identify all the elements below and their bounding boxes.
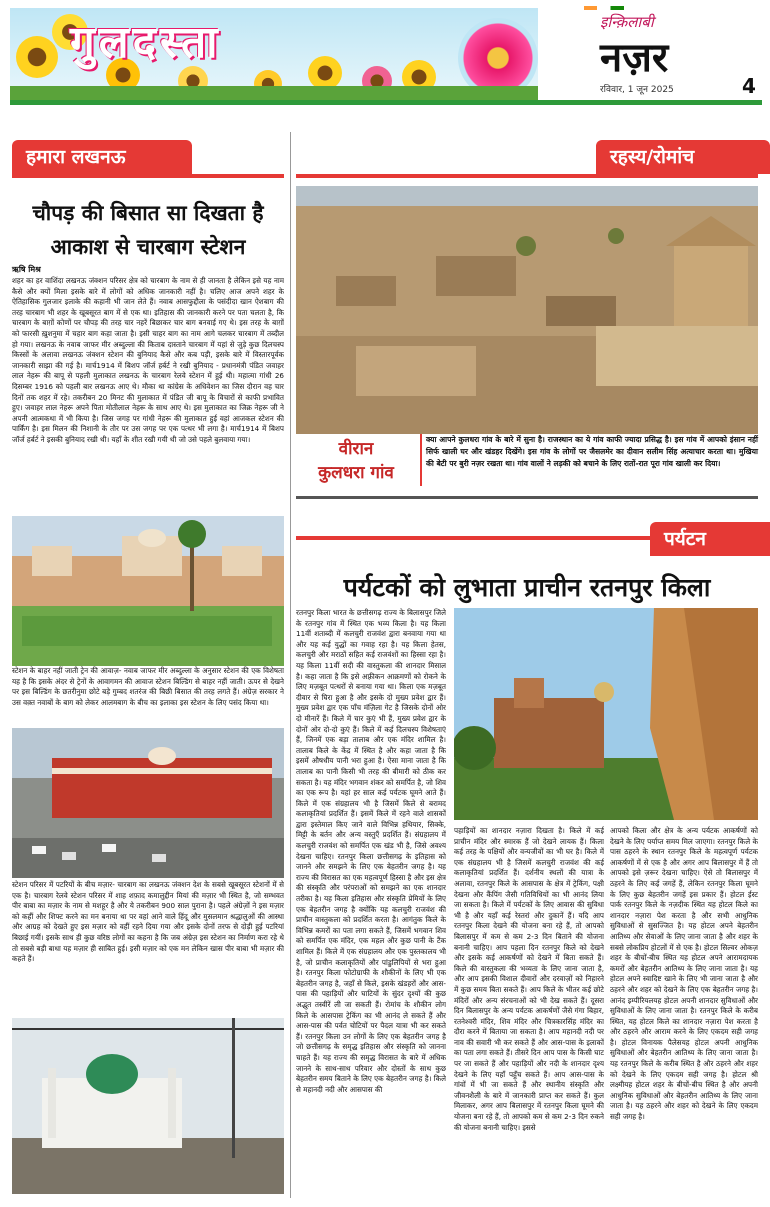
kuldhara-label-line1: वीरान xyxy=(338,439,374,459)
charbagh-photo-caption: स्टेशन के बाहर नहीं जाती ट्रेन की आवाज़- नवाब जाफर मीर अब्दुल्ला के अनुसार स्टेशन की एक विशेषता यह है कि इसके अंदर से ट्रेनों के आवागमन की आवाज स्टेशन बिल्डिंग से बाहर नहीं जाती। ऊपर से देखने पर इस बिल्डिंग के छतरीनुमा छोटे बड़े गुम्बद शतरंज की बिछी बिसात की तरह लगते हैं। अंग्रेज़ सरकार ने उस वक़्त नवाबों के बाग को लेकर आलमबाग के बीच का इलाका इस स्टेशन के लिए पसंद किया था। xyxy=(12,666,284,707)
station-aerial-photo xyxy=(12,728,284,878)
tricolor-mark xyxy=(584,6,624,10)
section-banner xyxy=(10,8,538,100)
mazaar-on-tracks-photo xyxy=(12,1018,284,1194)
section-rule xyxy=(296,174,758,178)
lucknow-article-body: शहर का हर वाशिंदा लखनऊ जंक्शन परिसर क्षेत्र को चारबाग के नाम से ही जानता है लेकिन इसे यह नाम कैसे और क्यों मिला इसके बारे में लोगों को अधिक जानकारी नहीं है। चलिए आज अपने शहर के ऐतिहासिक गुलजार इलाके की कहानी भी जान लेते हैं। नवाब आसफुद्दौला के पसंदीदा खान ऐशबाग की तरह चारबाग भी शहर के खूबसूरत बाग में से एक था। इतिहास की जानकारी करने पर पता चलता है, कि चारबाग के बाग़ों कोणों पर चौपड़ की तरह चार नहरें बिछाकर चार बाग बनवाई गए थे। इस तरह के बाग़ों को फारसी ख़ुशनुमा में चहार बाग कहा जाता है। इसी चाहर बाग का नाम आगे चलकर चारबाग में तब्दील हो गया। लखनऊ के नवाब जाफर मीर अब्दुल्ला की किताब दास्ताने चारबाग में यहां से जुड़े कुछ दिलचस्प किस्सों के अलावा लखनऊ जंक्शन स्टेशन की बुनियाद कैसे और कब पड़ी, इसके बारे में विस्तारपूर्वक जानकारी साझा की गई है। मार्च1914 में बिशप जॉर्ज हर्बर्ट ने रखी बुनियाद - प्रधानमंत्री पंडित जवाहर लाल नेहरू की बापू से पहली मुलाकात लखनऊ के चारबाग रेलवे स्टेशन में हुई थी। महात्मा गांधी 26 दिसम्बर 1916 को पहली बार लखनऊ आए थे। मौका था कांग्रेस के अधिवेशन का जिस दौरान वह चार दिनों तक शहर में रहे। तकरीबन 20 मिनट की मुलाकात में पंडित जी बापू के विचारों से काफी प्रभावित हुए। जवाहर लाल नेहरू अपने पिता मोतीलाल नेहरू के साथ आए थे। इस मुलाकात का जिक्र नेहरू जी ने अपनी आत्मकथा में भी किया है। जिस जगह पर गांधी नेहरू की मुलाकात हुई वहां आजकल स्टेशन की पार्किंग है। इस मिलन की निशानी के तौर पर उस जगह पर एक पत्थर भी लगा है। मार्च1914 में बिशप जॉर्ज हर्बर्ट ने इसकी बुनियाद रखी थी। यहाँ के शीत रखी गयी थी जो उसे पहले बुलवाया गया। xyxy=(12,276,284,444)
section-rule xyxy=(12,174,284,178)
lucknow-headline: चौपड़ की बिसात सा दिखता है आकाश से चारबाग स्टेशन xyxy=(32,201,264,259)
masthead-rule xyxy=(10,100,762,105)
section-separator xyxy=(296,496,758,499)
paper-kicker: इन्क़िलाबी xyxy=(600,13,654,31)
ratanpur-body-col2: पहाड़ियों का शानदार नज़ारा दिखता है। किले में कई प्राचीन मंदिर और स्मारक हैं जो देखने लायक हैं। किला कई तरह के पक्षियों और वन्यजीवों का भी घर है। किले में एक संग्रहालय भी है जिसमें कलचुरी राजवंश की कई कलाकृतियां प्रदर्शित हैं। दर्शनीय स्थलों की यात्रा के अलावा, रतनपुर किले के आसपास के क्षेत्र में ट्रेकिंग, पक्षी देखना और कैंपिंग जैसी गतिविधियों का भी आनंद लिया जा सकता है। किले में पर्यटकों के लिए आवास की सुविधा भी है और यहाँ कई रेस्तरां और दुकानें हैं। यदि आप रतनपुर किला देखने की योजना बना रहे हैं, तो आपको बिलासपुर में कम से कम 2-3 दिन बिताने की योजना बनानी चाहिए। आप पहला दिन रतनपुर किले को देखने और इसके कई आकर्षणों को देखने में बिता सकते हैं। किले की वास्तुकला की भव्यता के लिए जाना जाता है, और आप इसकी विशाल दीवारों और दरवाज़ों को निहारने में कुछ समय बिता सकते हैं। आप किले के भीतर कई छोटे मंदिरों और अन्य संरचनाओं को भी देख सकते हैं। दूसरा दिन बिलासपुर के अन्य पर्यटक आकर्षणों जैसे गंगा बिहार, रतनेश्वरी मंदिर, शिव मंदिर और चित्रकारसिंह मंदिर का दौरा करने में बिताया जा सकता है। आप महानदी नदी पर नाव की सवारी भी कर सकते हैं और आस-पास के इलाकों का पता लगा सकते हैं। तीसरे दिन आप पास के किसी घाट पर जा सकते हैं और पहाड़ियों और नदी के शानदार दृश्य देखने के लिए यहाँ पहुँच सकते हैं। आप आस-पास के गांवों में भी जा सकते हैं और स्थानीय संस्कृति और जीवनशैली के बारे में जानकारी प्राप्त कर सकते हैं। कुल मिलाकर, अगर आप बिलासपुर में रतनपुर किला घूमने की योजना बना रहे हैं, तो आपको कम से कम 2-3 दिन रुकने की योजना बनानी चाहिए। इससे xyxy=(454,826,604,1132)
section-tag-mystery: रहस्य/रोमांच xyxy=(596,140,770,174)
kuldhara-text: क्या आपने कुलधरा गांव के बारे में सुना है। राजस्थान का ये गांव काफी ज्यादा प्रसिद्ध है। इस गांव में आपको इंसान नहीं सिर्फ खाली घर और खंडहर दिखेंगे। इस गांव के लोगों पर जैसलमेर का दीवान सलीम सिंह अत्याचार करता था। मुखिया की बेटी पर बुरी नज़र रखता था। गांव वालों ने लड़की को बचाने के लिए रातों-रात पूरा गांव खाली कर दिया। xyxy=(426,435,758,468)
ratanpur-headline: पर्यटकों को लुभाता प्राचीन रतनपुर किला xyxy=(343,573,711,602)
section-tag-lucknow: हमारा लखनऊ xyxy=(12,140,192,174)
column-divider xyxy=(290,132,291,1198)
kuldhara-label-line2: कुलधरा गांव xyxy=(318,463,394,483)
paper-name: नज़र xyxy=(600,35,669,81)
section-tag-tourism: पर्यटन xyxy=(650,522,770,556)
ratanpur-fort-photo xyxy=(454,608,758,820)
ratanpur-body-col1: रतनपुर किला भारत के छत्तीसगढ़ राज्य के बिलासपुर जिले के रतनपुर गांव में स्थित एक भव्य किला है। यह किला 11वीं शताब्दी में कलचुरी राजवंश द्वारा बनवाया गया था और यह कई युद्धों का गवाह रहा है। यह किला हेतस, कलचुरी और मराठों सहित कई राजवंशों का हिस्सा रहा है। यह किला 11वीं सदी की वास्तुकला की शानदार मिसाल है। कहा जाता है कि इसे अफ़्रीकन आक्रमणों को रोकने के लिए मज़बूत पत्थरों से बनाया गया था। किला एक मज़बूत दीवार से घिरा हुआ है और इसके दो मुख्य प्रवेश द्वार हैं। मुख्य प्रवेश द्वार एक पाँच मंज़िला गेट है जिसके दोनों ओर दो मीनारें हैं। किले में चार कुएं भी हैं, मुख्य प्रवेश द्वार के दोनों ओर दो-दो कुएं हैं। किले में कई दिलचस्प विशेषताएं हैं, जिनमें एक बड़ा तालाब और एक मंदिर शामिल है। तालाब किले के केंद्र में स्थित है और कहा जाता है कि इसमें औषधीय पानी भरा हुआ है। ऐसा माना जाता है कि तालाब का पानी किसी भी तरह की बीमारी को ठीक कर सकता है। यह मंदिर भगवान शंकर को समर्पित है, जो शिव का एक रूप है। यहां हर साल कई पर्यटक घूमने आते हैं। किले में एक संग्रहालय भी है जिसमें किले से बरामद कलाकृतियां प्रदर्शित हैं। इसमें किले में रहने वाले शासकों द्वारा इस्तेमाल किए जाने वाले विभिन्न हथियार, सिक्के, मिट्टी के बर्तन और अन्य वस्तुएँ प्रदर्शित हैं। संग्रहालय में कलचुरी राजवंश को समर्पित एक खंड भी है, जिसे अवश्य देखना चाहिए। रतनपुर किला छत्तीसगढ़ के इतिहास को जानने और समझने के लिए एक बेहतरीन जगह है। यह राज्य की विरासत का एक महत्वपूर्ण हिस्सा है और इस क्षेत्र की संस्कृति और परंपराओं को समझने का एक शानदार तरीका है। यह किला इतिहास और संस्कृति प्रेमियों के लिए एक बेहतरीन जगह है क्योंकि यह कलचुरी राजवंश की प्राचीन वास्तुकला को प्रदर्शित करता है। आगंतुक किले के विभिन्न कमरों का पता लगा सकते हैं, जिसमें भगवान शिव को समर्पित एक मंदिर, एक महल और कुछ पानी के टैंक शामिल हैं। किले में एक संग्रहालय और एक पुस्तकालय भी है, जो प्राचीन कलाकृतियों और पांडुलिपियों से भरा हुआ है। रतनपुर किला फोटोग्राफी के शौकीनों के लिए भी एक बेहतरीन जगह है, जहाँ से किले, इसके खंडहरों और आस-पास की पहाड़ियों और घाटियों के सुंदर दृश्यों की कुछ अद्भुत तस्वीरें ली जा सकती हैं। रोमांच के शौकीन लोग किले के आसपास ट्रेकिंग का भी आनंद ले सकते हैं और आस-पास की पर्वत चोटियों पर पैदल यात्रा भी कर सकते हैं। रतनपुर किला उन लोगों के लिए एक बेहतरीन जगह है जो छत्तीसगढ़ के समृद्ध इतिहास और संस्कृति को जानना चाहते हैं। यह राज्य की समृद्ध विरासत के बारे में अधिक जानने के साथ-साथ परिवार और दोस्तों के साथ कुछ बेहतरीन समय बिताने के लिए एक बेहतरीन जगह है। किले से महानदी नदी और आसपास की xyxy=(296,608,446,1094)
section-rule xyxy=(296,536,656,540)
page-number: 4 xyxy=(742,74,756,98)
section-title: गुलदस्ता xyxy=(70,17,222,68)
dateline: रविवार, 1 जून 2025 xyxy=(600,85,674,95)
byline: ऋषि मिश्र xyxy=(12,265,41,274)
mazaar-photo-caption: स्टेशन परिसर में पटरियों के बीच मज़ार- चारबाग का लखनऊ जंक्शन देश के सबसे खूबसूरत स्टेशनों में से एक है। चारबाग रेलवे स्टेशन परिसर में शाह शफ़ाद कमालुद्दीन मियां की मज़ार भी स्थित है, जो सम्भवत पीर बाबा का मज़ार के नाम से मशहूर है और ये तकरीबन 900 साल पुराना है। पहले अंग्रेज़ों ने इस मज़ार को कहीं और शिफ्ट करने का मन बनाया था पर वहां आने वाले हिंदू और मुसलमान श्रद्धालुओं की आस्था और आग्रह को देखते हुए इस मज़ार को वहीं रहने दिया गया और इसके दोनों तरफ से दोड़ी हुई पटरियां बिछाई गयीं। इसके साथ ही कुछ वरिष्ठ लोगों का कहना है कि जब अंग्रेज़ इस स्टेशन का निर्माण करा रहे थे तो सबसे बड़ी बाधा यह मज़ार ही साबित हुई। इसी मज़ार को एक मन लेकिन खास पीर बाबा भी मज़ार की कहते हैं। xyxy=(12,880,284,964)
ratanpur-body-col3: आपको किला और क्षेत्र के अन्य पर्यटक आकर्षणों को देखने के लिए पर्याप्त समय मिल जाएगा। रतनपुर किले के पास ठहरने के स्थान रतनपुर किले के महत्वपूर्ण पर्यटक आकर्षणों में से एक है और अगर आप बिलासपुर में हैं तो आपको इसे ज़रूर देखना चाहिए। ऐसे तो बिलासपुर में ठहरने के लिए कई जगहें हैं, लेकिन रतनपुर किला घूमने के लिए कुछ बेहतरीन जगहें इस प्रकार हैं। होटल ईस्ट पार्क रतनपुर किले के नज़दीक स्थित यह होटल किले का शानदार नज़ारा पेश करता है और सभी आधुनिक सुविधाओं से सुसज्जित है। यह होटल अपने बेहतरीन आतिथ्य और सेवाओं के लिए जाना जाता है और शहर के सबसे लोकप्रिय होटलों में से एक है। होटल सिल्वर ओकज़ शहर के बीचों-बीच स्थित यह होटल अपने आरामदायक कमरों और बेहतरीन आतिथ्य के लिए जाना जाता है। यह होटल अपने स्वादिष्ट खाने के लिए भी जाना जाता है और ठहरने और शहर को देखने के लिए एक बेहतरीन जगह है। आनंद इम्पीरियलयह होटल अपनी शानदार सुविधाओं और सुविधाओं के लिए जाना जाता है। रतनपुर किले के करीब स्थित, यह होटल किले का शानदार नज़ारा पेश करता है और ठहरने और आराम करने के लिए एकदम सही जगह है। होटल विनायक पैलेसयह होटल अपनी आधुनिक सुविधाओं और बेहतरीन आतिथ्य के लिए जाना जाता है। यह रतनपुर किले के करीब स्थित है और ठहरने और शहर को देखने के लिए एकदम सही जगह है। होटल श्री लक्ष्मीयह होटल शहर के बीचों-बीच स्थित है और अपनी आधुनिक सुविधाओं और बेहतरीन आतिथ्य के लिए जाना जाता है। यह ठहरने और शहर को देखने के लिए एकदम सही जगह है। xyxy=(610,826,758,1122)
charbagh-station-photo xyxy=(12,516,284,666)
kuldhara-village-photo xyxy=(296,186,758,434)
